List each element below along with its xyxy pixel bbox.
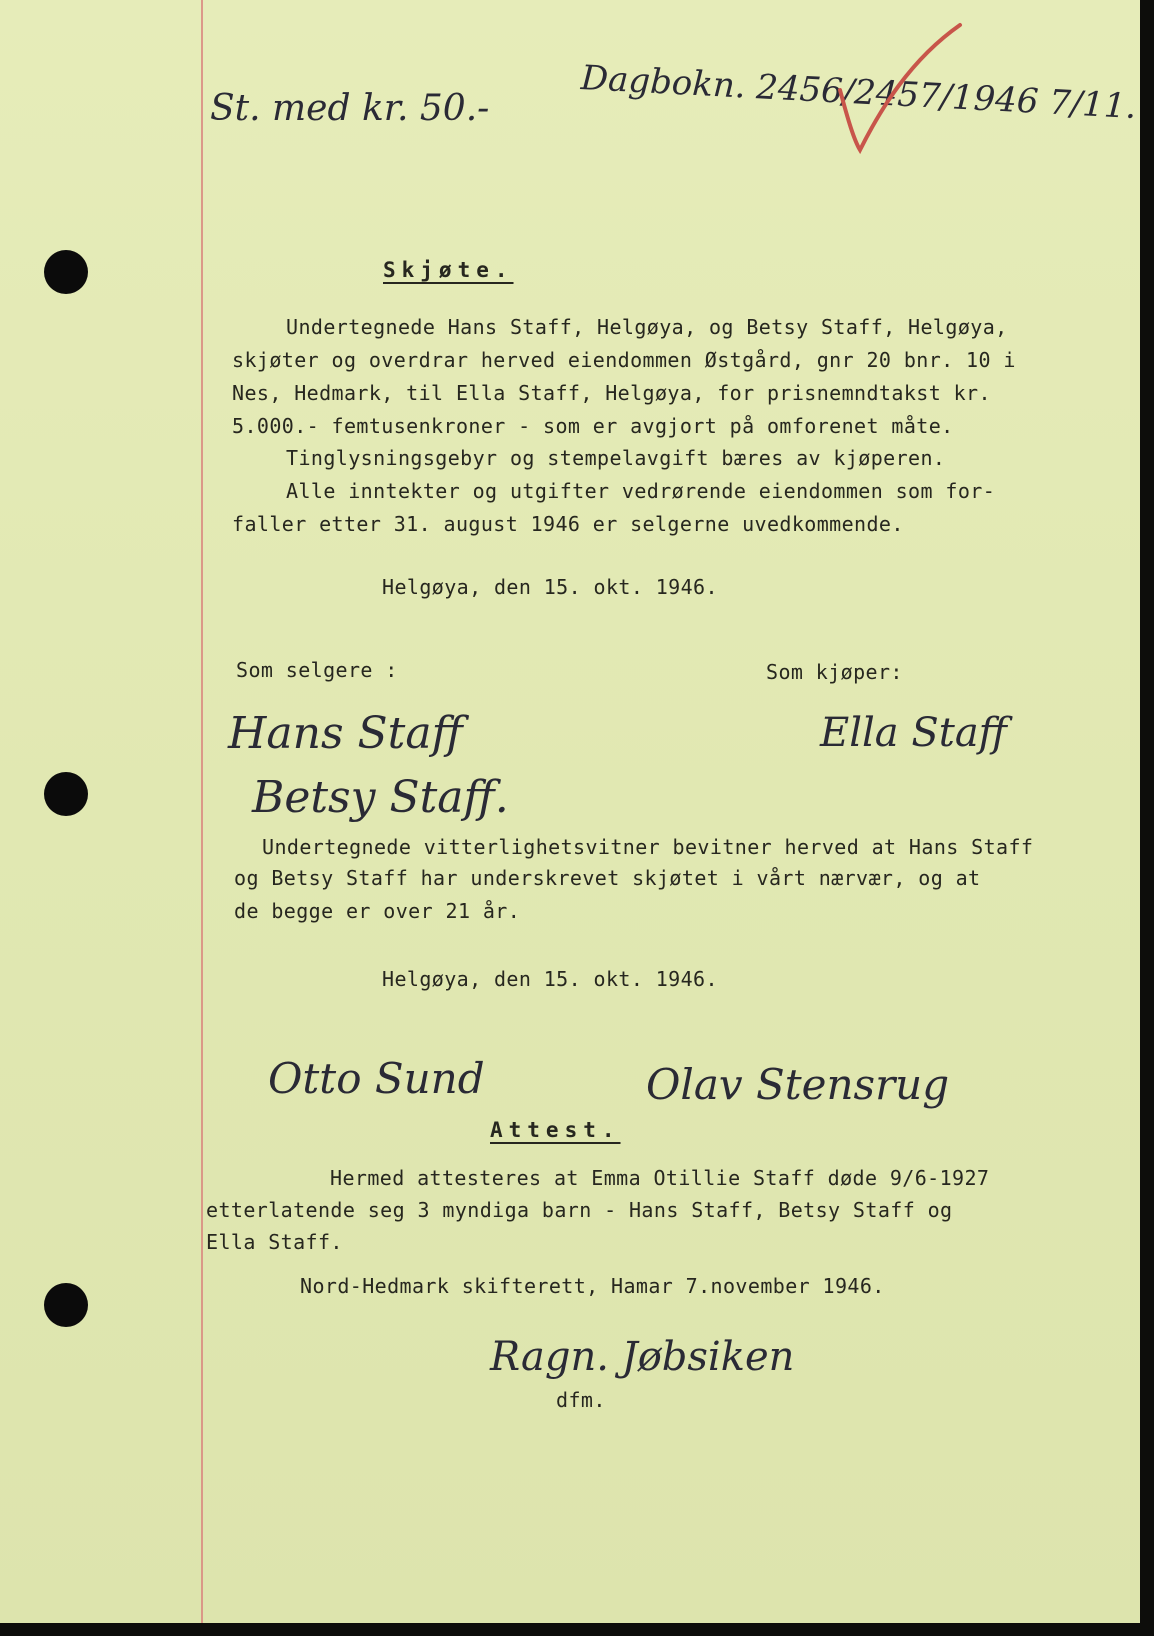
deed-line: 5.000.- femtusenkroner - som er avgjort på omforenet måte. [232, 414, 954, 438]
sellers-label: Som selgere : [236, 658, 398, 682]
margin-line [201, 0, 203, 1623]
court-line: Nord-Hedmark skifterett, Hamar 7.november 1946. [300, 1274, 885, 1298]
stamp-fee-note: St. med kr. 50.- [210, 88, 490, 129]
seller-signature: Hans Staff [228, 708, 463, 759]
deed-line: skjøter og overdrar herved eiendommen Østgård, gnr 20 bnr. 10 i [232, 348, 1016, 372]
attest-line: etterlatende seg 3 myndiga barn - Hans Staff, Betsy Staff og [206, 1198, 953, 1222]
attest-line: Ella Staff. [206, 1230, 343, 1254]
attest-title: Attest. [490, 1118, 621, 1142]
seller-signature: Betsy Staff. [252, 772, 509, 823]
deed-line: Undertegnede Hans Staff, Helgøya, og Betsy Staff, Helgøya, [286, 315, 1008, 339]
witness-line: og Betsy Staff har underskrevet skjøtet i vårt nærvær, og at [234, 866, 981, 890]
deed-line: Tinglysningsgebyr og stempelavgift bæres av kjøperen. [286, 446, 946, 470]
punch-hole [44, 250, 88, 294]
deed-line: Nes, Hedmark, til Ella Staff, Helgøya, for prisnemndtakst kr. [232, 381, 991, 405]
judge-title: dfm. [556, 1388, 606, 1412]
witness-line: de begge er over 21 år. [234, 899, 521, 923]
deed-line: faller etter 31. august 1946 er selgerne uvedkommende. [232, 512, 904, 536]
punch-hole [44, 1283, 88, 1327]
attest-line: Hermed attesteres at Emma Otillie Staff døde 9/6-1927 [330, 1166, 990, 1190]
buyer-label: Som kjøper: [766, 660, 903, 684]
witness-line: Undertegnede vitterlighetsvitner bevitner herved at Hans Staff [262, 835, 1034, 859]
red-check-mark [830, 20, 970, 160]
punch-hole [44, 772, 88, 816]
witness-place-date: Helgøya, den 15. okt. 1946. [382, 967, 718, 991]
buyer-signature: Ella Staff [820, 710, 1008, 756]
deed-line: Alle inntekter og utgifter vedrørende eiendommen som for- [286, 479, 996, 503]
witness-signature: Olav Stensrug [646, 1060, 950, 1109]
witness-signature: Otto Sund [268, 1054, 485, 1103]
deed-title: Skjøte. [383, 258, 514, 282]
deed-place-date: Helgøya, den 15. okt. 1946. [382, 575, 718, 599]
journal-number: Dagbokn. 2456/2457/1946 7/11. [579, 58, 1138, 128]
judge-signature: Ragn. Jøbsiken [490, 1334, 795, 1380]
